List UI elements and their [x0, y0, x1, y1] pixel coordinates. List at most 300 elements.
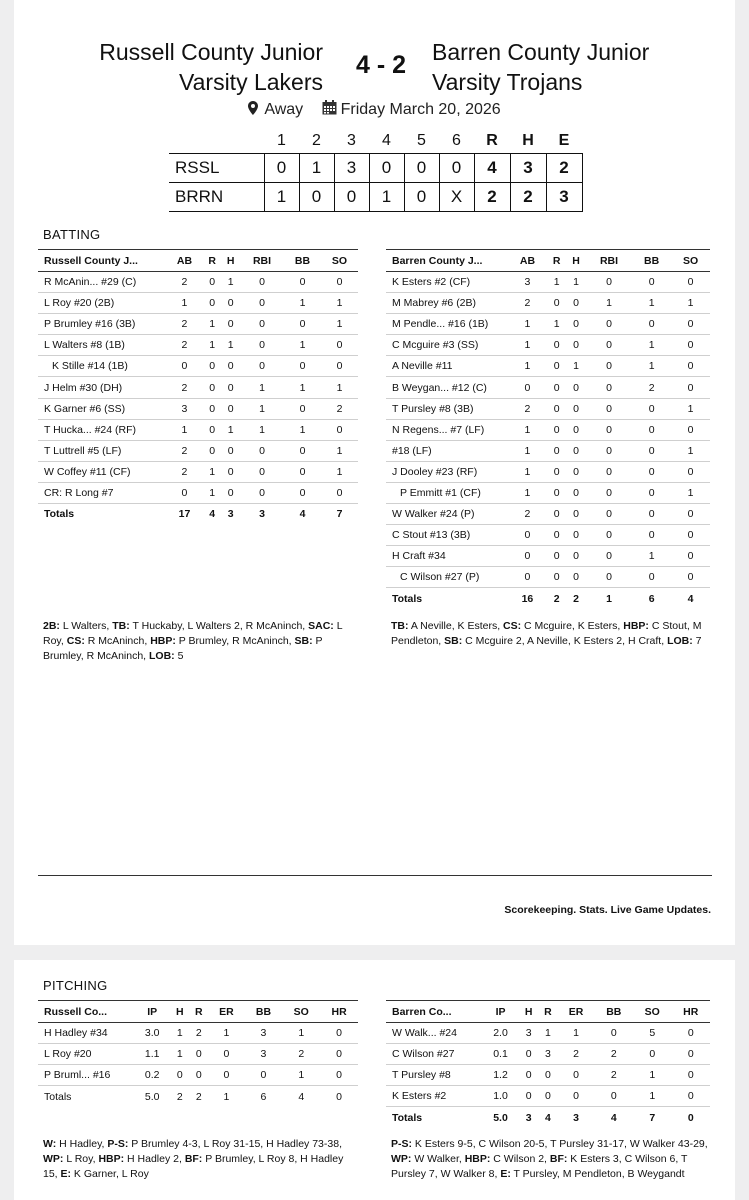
stat-cell: 0: [586, 482, 632, 503]
stat-cell: 0: [284, 272, 321, 293]
stat-cell: 1: [203, 335, 222, 356]
stat-cell: 1: [633, 1086, 671, 1107]
stat-cell: 0: [586, 567, 632, 588]
stat-cell: 0: [595, 1023, 633, 1044]
player-name: P Emmitt #1 (CF): [386, 482, 508, 503]
stat-cell: 2: [166, 377, 203, 398]
stat-cell: 0: [671, 1086, 710, 1107]
stat-cell: 2: [632, 377, 671, 398]
batting-notes-home: 2B: L Walters, TB: T Huckaby, L Walters 2, R McAninch, SAC: L Roy, CS: R McAninch, HBP: P Brumley, R McAninch, SB: P Brumley, R McAninch, LOB: 5: [43, 620, 343, 662]
errors-total: 2: [546, 153, 582, 182]
stat-cell: 0: [547, 525, 566, 546]
stat-cell: 0: [221, 461, 240, 482]
stat-cell: 0: [632, 504, 671, 525]
stat-cell: 0: [284, 482, 321, 503]
runs-total: 4: [474, 153, 510, 182]
stat-cell: 0: [221, 440, 240, 461]
stat-cell: 0: [547, 398, 566, 419]
line-score-row-home: [169, 153, 582, 182]
stat-cell: 1: [321, 461, 358, 482]
stat-cell: 0: [632, 419, 671, 440]
stat-cell: 0: [203, 440, 222, 461]
player-row: [386, 482, 710, 503]
column-header: RBI: [586, 250, 632, 272]
stat-cell: 1: [284, 335, 321, 356]
stat-cell: 1: [538, 1023, 557, 1044]
inning-header: 2: [312, 131, 321, 149]
player-row: [38, 419, 358, 440]
stat-cell: 1: [671, 293, 710, 314]
inning-header: 3: [347, 131, 356, 149]
team-abbr: RSSL: [169, 153, 264, 182]
pitching-table-away: [386, 1000, 710, 1128]
stat-cell: 0: [566, 546, 585, 567]
stats-header-row: [38, 1001, 358, 1023]
player-name: L Roy #20: [38, 1044, 134, 1065]
stat-cell: 0: [221, 482, 240, 503]
inning-header: 6: [452, 131, 461, 149]
stat-cell: 0: [547, 356, 566, 377]
total-cell: 0: [320, 1086, 358, 1107]
stat-cell: 1: [566, 356, 585, 377]
stat-cell: 0: [566, 419, 585, 440]
stat-cell: 1: [282, 1065, 320, 1086]
stat-cell: 1: [170, 1044, 189, 1065]
stat-cell: 0: [671, 1023, 710, 1044]
stat-cell: 1: [508, 482, 547, 503]
column-header: H: [519, 1001, 538, 1023]
line-score: [169, 129, 583, 212]
total-cell: 3: [519, 1107, 538, 1128]
stat-cell: 0: [519, 1086, 538, 1107]
home-team-line2: Varsity Lakers: [178, 69, 323, 95]
pitching-table-home: [38, 1000, 358, 1107]
player-name: N Regens... #7 (LF): [386, 419, 508, 440]
player-row: [386, 335, 710, 356]
stat-cell: 0: [671, 1044, 710, 1065]
stat-cell: 0: [547, 440, 566, 461]
stat-cell: 0: [566, 482, 585, 503]
away-team-line2: Varsity Trojans: [432, 69, 583, 95]
stat-cell: 1: [221, 272, 240, 293]
stat-cell: 0: [221, 398, 240, 419]
total-cell: 6: [632, 588, 671, 609]
stat-cell: 3: [245, 1044, 283, 1065]
player-row: [386, 1023, 710, 1044]
stat-cell: 0: [284, 398, 321, 419]
inning-header: 1: [277, 131, 286, 149]
pitching-notes-home: W: H Hadley, P-S: P Brumley 4-3, L Roy 31-15, H Hadley 73-38, WP: L Roy, HBP: H Hadley 2, BF: P Brumley, L Roy 8, H Hadley 15, E: K Garner, L Roy: [43, 1138, 344, 1180]
column-header: SO: [321, 250, 358, 272]
stat-cell: 0: [284, 356, 321, 377]
total-cell: 0: [671, 1107, 710, 1128]
stat-cell: 1: [508, 314, 547, 335]
stat-cell: 0: [240, 335, 284, 356]
stat-cell: 0: [586, 272, 632, 293]
column-header: IP: [134, 1001, 170, 1023]
stat-cell: 1: [240, 398, 284, 419]
batting-section-title: BATTING: [43, 227, 101, 242]
column-header: R: [538, 1001, 557, 1023]
player-row: [38, 377, 358, 398]
home-team-line1: Russell County Junior: [99, 39, 323, 65]
total-cell: 2: [170, 1086, 189, 1107]
batting-table-away: [386, 249, 710, 609]
stat-cell: 0: [547, 419, 566, 440]
stat-cell: 0: [203, 398, 222, 419]
player-row: [386, 546, 710, 567]
stat-cell: 0: [508, 525, 547, 546]
stat-cell: 2: [558, 1044, 595, 1065]
stat-cell: 0: [595, 1086, 633, 1107]
stats-header-row: [386, 250, 710, 272]
stat-cell: 2: [508, 504, 547, 525]
stat-cell: 0: [519, 1065, 538, 1086]
column-header: H: [170, 1001, 189, 1023]
stat-cell: 0: [240, 293, 284, 314]
stat-cell: 1: [321, 293, 358, 314]
stat-cell: 3: [519, 1023, 538, 1044]
stat-cell: 0: [320, 1023, 358, 1044]
stat-cell: 1.2: [482, 1065, 519, 1086]
stat-cell: 0: [671, 546, 710, 567]
stat-cell: 0: [240, 356, 284, 377]
stat-cell: 1: [508, 461, 547, 482]
stat-cell: 1: [632, 293, 671, 314]
inning-score: 0: [299, 182, 334, 211]
inning-header: 5: [417, 131, 426, 149]
stat-cell: 1: [240, 377, 284, 398]
player-name: T Hucka... #24 (RF): [38, 419, 166, 440]
inning-score: 0: [404, 182, 439, 211]
player-name: J Dooley #23 (RF): [386, 461, 508, 482]
stat-cell: 0: [203, 419, 222, 440]
stat-cell: 1.0: [482, 1086, 519, 1107]
player-name: H Hadley #34: [38, 1023, 134, 1044]
player-row: [386, 419, 710, 440]
player-row: [386, 398, 710, 419]
runs-header: R: [486, 131, 498, 149]
stat-cell: 0: [671, 356, 710, 377]
totals-label: Totals: [386, 1107, 482, 1128]
stat-cell: 0: [221, 377, 240, 398]
stat-cell: 1: [632, 335, 671, 356]
stat-cell: 0: [671, 272, 710, 293]
totals-label: Totals: [38, 1086, 134, 1107]
player-name: P Brumley #16 (3B): [38, 314, 166, 335]
stat-cell: 0: [284, 461, 321, 482]
stat-cell: 0: [547, 293, 566, 314]
player-row: [38, 482, 358, 503]
stat-cell: 1: [586, 293, 632, 314]
player-row: [386, 314, 710, 335]
stat-cell: 1: [558, 1023, 595, 1044]
player-row: [38, 314, 358, 335]
stats-header-row: [386, 1001, 710, 1023]
stat-cell: 0: [547, 377, 566, 398]
player-row: [386, 356, 710, 377]
stat-cell: 1: [203, 461, 222, 482]
stat-cell: 0: [547, 482, 566, 503]
line-score-header: [169, 129, 582, 153]
stat-cell: 1: [221, 335, 240, 356]
stat-cell: 0: [245, 1065, 283, 1086]
player-row: [38, 398, 358, 419]
stat-cell: 2: [595, 1065, 633, 1086]
stat-cell: 0: [566, 567, 585, 588]
player-row: [386, 504, 710, 525]
stat-cell: 0: [632, 525, 671, 546]
stat-cell: 0: [671, 461, 710, 482]
stat-cell: 0: [586, 314, 632, 335]
stat-cell: 0: [632, 482, 671, 503]
inning-score: 0: [334, 182, 369, 211]
stat-cell: 0: [566, 398, 585, 419]
player-name: M Pendle... #16 (1B): [386, 314, 508, 335]
stat-cell: 1: [203, 482, 222, 503]
stat-cell: 0: [566, 525, 585, 546]
stat-cell: 0: [189, 1065, 208, 1086]
stat-cell: 2: [595, 1044, 633, 1065]
column-header: ER: [208, 1001, 244, 1023]
stat-cell: 0: [566, 440, 585, 461]
column-header: Russell Co...: [38, 1001, 134, 1023]
stat-cell: 1: [166, 419, 203, 440]
stat-cell: 0: [632, 567, 671, 588]
team-abbr: BRRN: [169, 182, 264, 211]
stat-cell: 0: [320, 1065, 358, 1086]
stat-cell: 2.0: [482, 1023, 519, 1044]
stat-cell: 1: [632, 356, 671, 377]
stat-cell: 1: [508, 419, 547, 440]
stat-cell: 0: [566, 335, 585, 356]
total-cell: 7: [321, 504, 358, 525]
player-name: H Craft #34: [386, 546, 508, 567]
player-name: M Mabrey #6 (2B): [386, 293, 508, 314]
stat-cell: 1: [284, 293, 321, 314]
stat-cell: 0: [203, 356, 222, 377]
stat-cell: 2: [166, 272, 203, 293]
total-cell: 2: [547, 588, 566, 609]
total-cell: 4: [671, 588, 710, 609]
stat-cell: 0: [203, 272, 222, 293]
stat-cell: 2: [166, 335, 203, 356]
stat-cell: 3.0: [134, 1023, 170, 1044]
total-cell: 4: [538, 1107, 557, 1128]
player-name: L Walters #8 (1B): [38, 335, 166, 356]
game-date: Friday March 20, 2026: [340, 101, 501, 118]
total-cell: 4: [282, 1086, 320, 1107]
stat-cell: 1: [632, 546, 671, 567]
stat-cell: 0: [632, 272, 671, 293]
stat-cell: 0: [586, 419, 632, 440]
column-header: BB: [595, 1001, 633, 1023]
stat-cell: 0: [586, 377, 632, 398]
stat-cell: 0.2: [134, 1065, 170, 1086]
stat-cell: 0: [221, 314, 240, 335]
stat-cell: 1: [203, 314, 222, 335]
player-row: [386, 440, 710, 461]
stat-cell: 1: [321, 440, 358, 461]
column-header: SO: [633, 1001, 671, 1023]
column-header: HR: [320, 1001, 358, 1023]
stat-cell: 0: [166, 356, 203, 377]
column-header: AB: [508, 250, 547, 272]
pitching-section-title: PITCHING: [43, 978, 108, 993]
stat-cell: 1: [508, 356, 547, 377]
stat-cell: 0: [189, 1044, 208, 1065]
column-header: BB: [632, 250, 671, 272]
stat-cell: 0.1: [482, 1044, 519, 1065]
column-header: R: [203, 250, 222, 272]
stat-cell: 1: [166, 293, 203, 314]
pitching-notes-away: P-S: K Esters 9-5, C Wilson 20-5, T Pursley 31-17, W Walker 43-29, WP: W Walker, HBP: C Wilson 2, BF: K Esters 3, C Wilson 6, T Pursley 7, W Walker 8, E: T Pursley, M Pendleton, B Weygandt: [391, 1138, 708, 1180]
stat-cell: 0: [547, 546, 566, 567]
stat-cell: 0: [320, 1044, 358, 1065]
stat-cell: 0: [671, 314, 710, 335]
stat-cell: 0: [321, 356, 358, 377]
stat-cell: 0: [671, 377, 710, 398]
stat-cell: 5: [633, 1023, 671, 1044]
stat-cell: 0: [586, 356, 632, 377]
column-header: RBI: [240, 250, 284, 272]
column-header: IP: [482, 1001, 519, 1023]
inning-score: 0: [264, 153, 299, 182]
player-name: T Luttrell #5 (LF): [38, 440, 166, 461]
column-header: BB: [245, 1001, 283, 1023]
totals-row: [386, 1107, 710, 1128]
stat-cell: 1: [671, 440, 710, 461]
stat-cell: 1: [508, 335, 547, 356]
stat-cell: 0: [566, 293, 585, 314]
inning-score: 0: [404, 153, 439, 182]
inning-score: 1: [299, 153, 334, 182]
stat-cell: 0: [284, 314, 321, 335]
hits-total: 3: [510, 153, 546, 182]
stat-cell: 0: [538, 1065, 557, 1086]
stat-cell: 1: [284, 419, 321, 440]
total-cell: 2: [189, 1086, 208, 1107]
totals-row: [386, 588, 710, 609]
away-team-name: [432, 37, 732, 97]
stat-cell: 0: [508, 377, 547, 398]
stat-cell: 0: [566, 461, 585, 482]
stat-cell: 1: [633, 1065, 671, 1086]
footer-tagline: Scorekeeping. Stats. Live Game Updates.: [504, 904, 711, 916]
divider: [38, 875, 712, 876]
errors-total: 3: [546, 182, 582, 211]
stat-cell: 0: [240, 440, 284, 461]
stat-cell: 1: [671, 398, 710, 419]
player-row: [38, 1023, 358, 1044]
stat-cell: 0: [586, 398, 632, 419]
stat-cell: 0: [221, 293, 240, 314]
player-name: #18 (LF): [386, 440, 508, 461]
total-cell: 1: [208, 1086, 244, 1107]
stat-cell: 0: [566, 377, 585, 398]
player-name: L Roy #20 (2B): [38, 293, 166, 314]
stat-cell: 1: [547, 314, 566, 335]
column-header: BB: [284, 250, 321, 272]
stat-cell: 0: [671, 525, 710, 546]
stat-cell: 1: [566, 272, 585, 293]
player-name: P Bruml... #16: [38, 1065, 134, 1086]
total-cell: 4: [203, 504, 222, 525]
stat-cell: 1: [221, 419, 240, 440]
total-cell: 2: [566, 588, 585, 609]
total-cell: 5.0: [482, 1107, 519, 1128]
player-name: C Mcguire #3 (SS): [386, 335, 508, 356]
stat-cell: 0: [547, 504, 566, 525]
player-row: [386, 1065, 710, 1086]
stat-cell: 0: [240, 272, 284, 293]
stat-cell: 1: [671, 482, 710, 503]
stat-cell: 0: [671, 335, 710, 356]
column-header: SO: [282, 1001, 320, 1023]
stat-cell: 1.1: [134, 1044, 170, 1065]
player-row: [386, 525, 710, 546]
total-cell: 17: [166, 504, 203, 525]
stat-cell: 0: [240, 461, 284, 482]
stat-cell: 2: [508, 398, 547, 419]
stat-cell: 1: [240, 419, 284, 440]
game-meta: [0, 101, 749, 119]
stat-cell: 2: [282, 1044, 320, 1065]
total-cell: 3: [240, 504, 284, 525]
player-name: R McAnin... #29 (C): [38, 272, 166, 293]
player-name: C Wilson #27 (P): [386, 567, 508, 588]
stat-cell: 0: [586, 440, 632, 461]
column-header: H: [566, 250, 585, 272]
stat-cell: 0: [208, 1065, 244, 1086]
stat-cell: 0: [221, 356, 240, 377]
player-name: W Coffey #11 (CF): [38, 461, 166, 482]
stat-cell: 0: [586, 525, 632, 546]
player-name: T Pursley #8 (3B): [386, 398, 508, 419]
stat-cell: 0: [566, 504, 585, 525]
player-row: [386, 1086, 710, 1107]
stat-cell: 3: [508, 272, 547, 293]
player-name: W Walk... #24: [386, 1023, 482, 1044]
player-row: [38, 1065, 358, 1086]
stat-cell: 0: [508, 567, 547, 588]
player-row: [386, 567, 710, 588]
total-cell: 4: [595, 1107, 633, 1128]
total-cell: 5.0: [134, 1086, 170, 1107]
stat-cell: 0: [632, 314, 671, 335]
stat-cell: 0: [240, 314, 284, 335]
player-row: [386, 272, 710, 293]
player-name: J Helm #30 (DH): [38, 377, 166, 398]
stat-cell: 0: [586, 461, 632, 482]
player-row: [38, 1044, 358, 1065]
stat-cell: 3: [245, 1023, 283, 1044]
player-row: [38, 335, 358, 356]
inning-score: 1: [369, 182, 404, 211]
column-header: Barren Co...: [386, 1001, 482, 1023]
player-name: W Walker #24 (P): [386, 504, 508, 525]
location-pin-icon: [248, 101, 258, 115]
totals-label: Totals: [386, 588, 508, 609]
player-name: C Stout #13 (3B): [386, 525, 508, 546]
total-cell: 7: [633, 1107, 671, 1128]
total-cell: 16: [508, 588, 547, 609]
totals-row: [38, 504, 358, 525]
player-row: [38, 272, 358, 293]
batting-table-home: [38, 249, 358, 525]
inning-score: 0: [439, 153, 474, 182]
stat-cell: 1: [321, 314, 358, 335]
